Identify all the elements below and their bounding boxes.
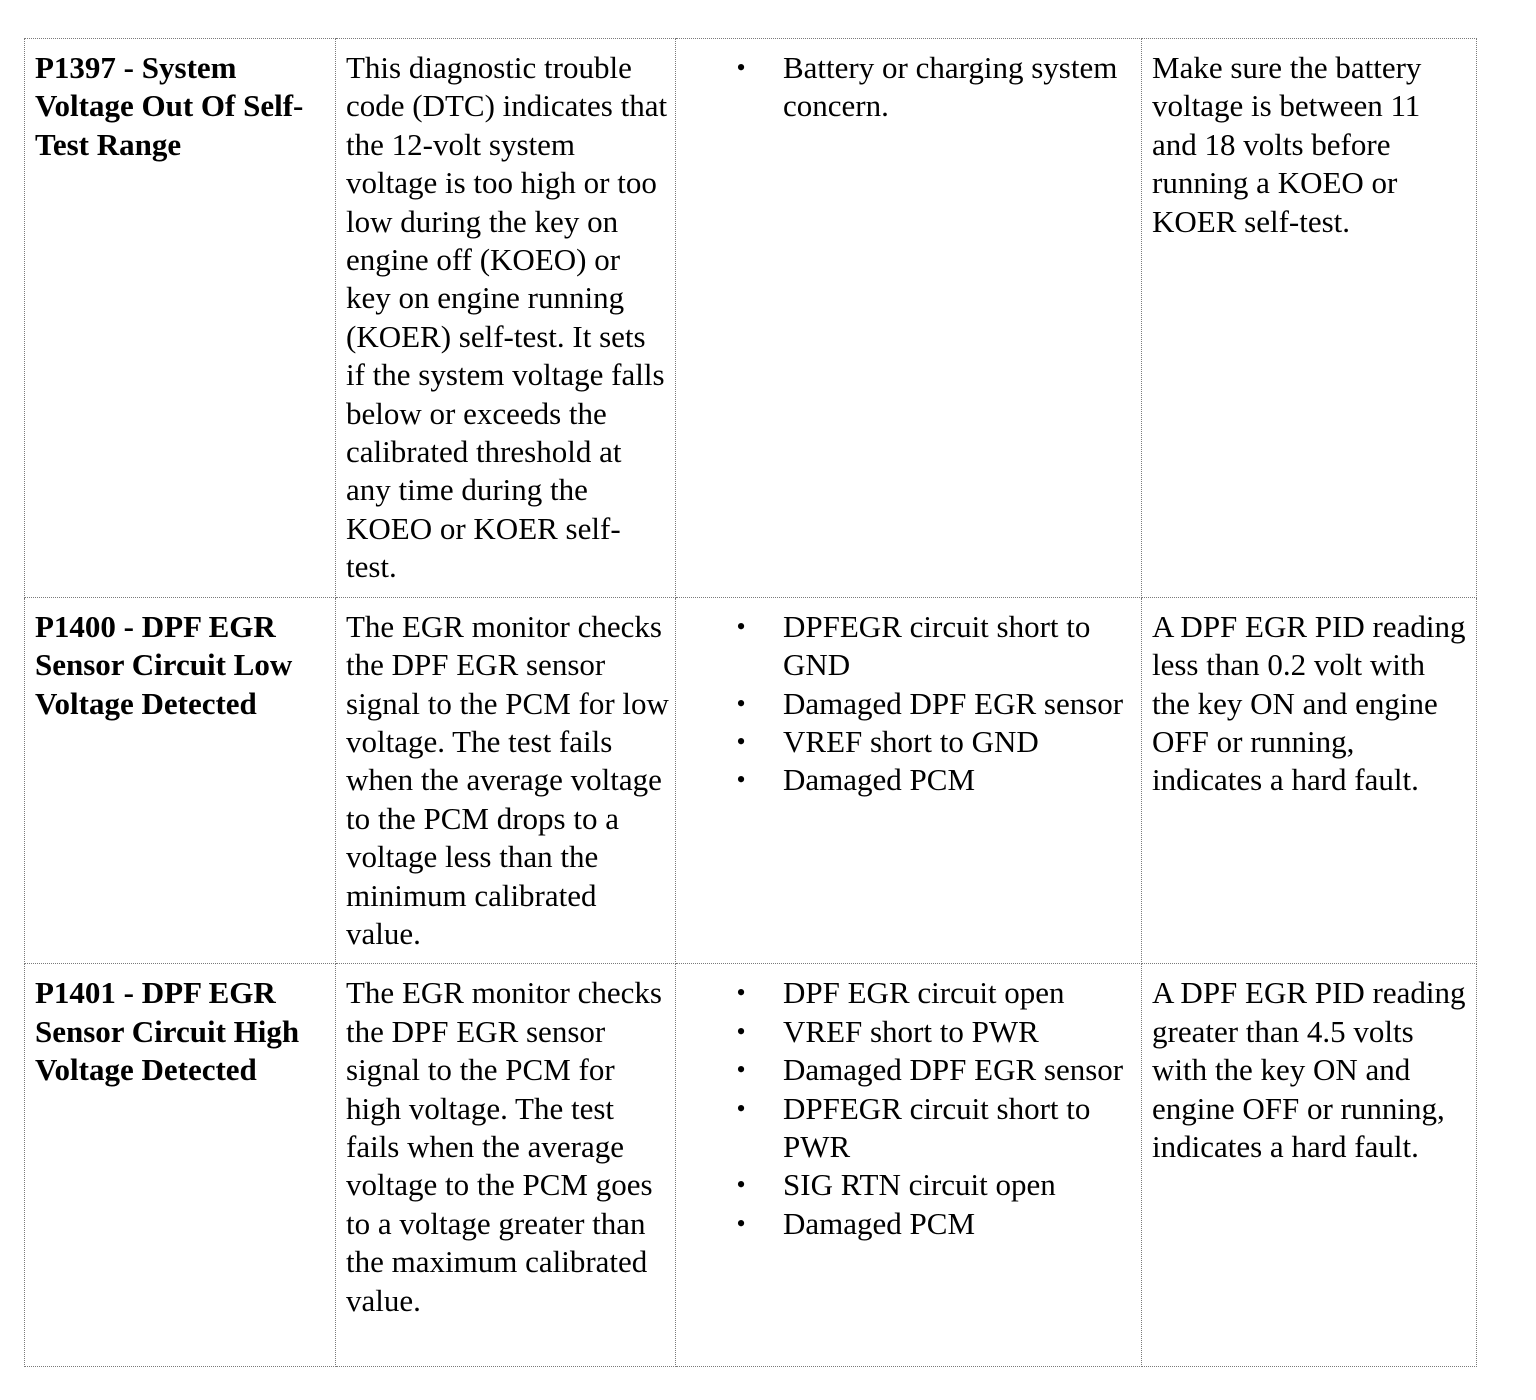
- cause-text: SIG RTN circuit open: [783, 1167, 1056, 1203]
- bullet-icon: •: [736, 1093, 746, 1123]
- bullet-icon: •: [736, 1170, 746, 1200]
- causes-list: [686, 974, 1135, 1243]
- cause-item: [686, 1166, 1135, 1204]
- dtc-action: A DPF EGR PID reading less than 0.2 volt with the key ON and engine OFF or running, indicates a hard fault.: [1142, 597, 1477, 964]
- bullet-icon: •: [736, 978, 746, 1008]
- cause-text: Damaged PCM: [783, 762, 976, 798]
- dtc-description: This diagnostic trouble code (DTC) indicates that the 12-volt system voltage is too high or too low during the key on engine off (KOEO) or key on engine running (KOER) self-test. It sets if the system voltage falls below or exceeds the calibrated threshold at any time during the KOEO or KOER self-test.: [336, 39, 676, 598]
- cause-text: DPFEGR circuit short to GND: [783, 608, 1091, 683]
- cause-item: [686, 1051, 1135, 1089]
- dtc-table: [24, 38, 1477, 1367]
- dtc-action: A DPF EGR PID reading greater than 4.5 volts with the key ON and engine OFF or running, indicates a hard fault.: [1142, 964, 1477, 1367]
- dtc-code: P1400 - DPF EGR Sensor Circuit Low Voltage Detected: [25, 597, 336, 964]
- dtc-action: Make sure the battery voltage is between 11 and 18 volts before running a KOEO or KOER self-test.: [1142, 39, 1477, 598]
- cause-item: [686, 608, 1135, 685]
- dtc-row-p1400: [25, 597, 1477, 964]
- cause-text: VREF short to PWR: [783, 1013, 1039, 1049]
- causes-list: [686, 49, 1135, 126]
- cause-item: [686, 974, 1135, 1012]
- bullet-icon: •: [736, 688, 746, 718]
- dtc-causes: [676, 597, 1142, 964]
- cause-text: Damaged DPF EGR sensor: [783, 685, 1124, 721]
- dtc-code: P1397 - System Voltage Out Of Self-Test Range: [25, 39, 336, 598]
- dtc-row-p1397: [25, 39, 1477, 598]
- bullet-icon: •: [736, 1055, 746, 1085]
- dtc-code: P1401 - DPF EGR Sensor Circuit High Voltage Detected: [25, 964, 336, 1367]
- bullet-icon: •: [736, 1208, 746, 1238]
- bullet-icon: •: [736, 1016, 746, 1046]
- cause-item: [686, 1205, 1135, 1243]
- cause-text: DPF EGR circuit open: [783, 975, 1065, 1011]
- dtc-description: The EGR monitor checks the DPF EGR sensor signal to the PCM for low voltage. The test fails when the average voltage to the PCM drops to a voltage less than the minimum calibrated value.: [336, 597, 676, 964]
- cause-item: [686, 685, 1135, 723]
- dtc-row-p1401: [25, 964, 1477, 1367]
- bullet-icon: •: [736, 726, 746, 756]
- cause-text: Damaged DPF EGR sensor: [783, 1052, 1124, 1088]
- dtc-causes: [676, 964, 1142, 1367]
- cause-text: Damaged PCM: [783, 1205, 976, 1241]
- cause-text: VREF short to GND: [783, 723, 1039, 759]
- bullet-icon: •: [736, 611, 746, 641]
- cause-text: Battery or charging system concern.: [783, 50, 1118, 124]
- cause-text: DPFEGR circuit short to PWR: [783, 1090, 1091, 1164]
- cause-item: [686, 723, 1135, 761]
- dtc-causes: [676, 39, 1142, 598]
- causes-list: [686, 608, 1135, 800]
- cause-item: [686, 1013, 1135, 1051]
- cause-item: [686, 761, 1135, 799]
- cause-item: [686, 1090, 1135, 1167]
- dtc-description: The EGR monitor checks the DPF EGR sensor signal to the PCM for high voltage. The test fails when the average voltage to the PCM goes to a voltage greater than the maximum calibrated value.: [336, 964, 676, 1367]
- cause-item: [686, 49, 1135, 126]
- bullet-icon: •: [736, 765, 746, 795]
- bullet-icon: •: [736, 53, 746, 82]
